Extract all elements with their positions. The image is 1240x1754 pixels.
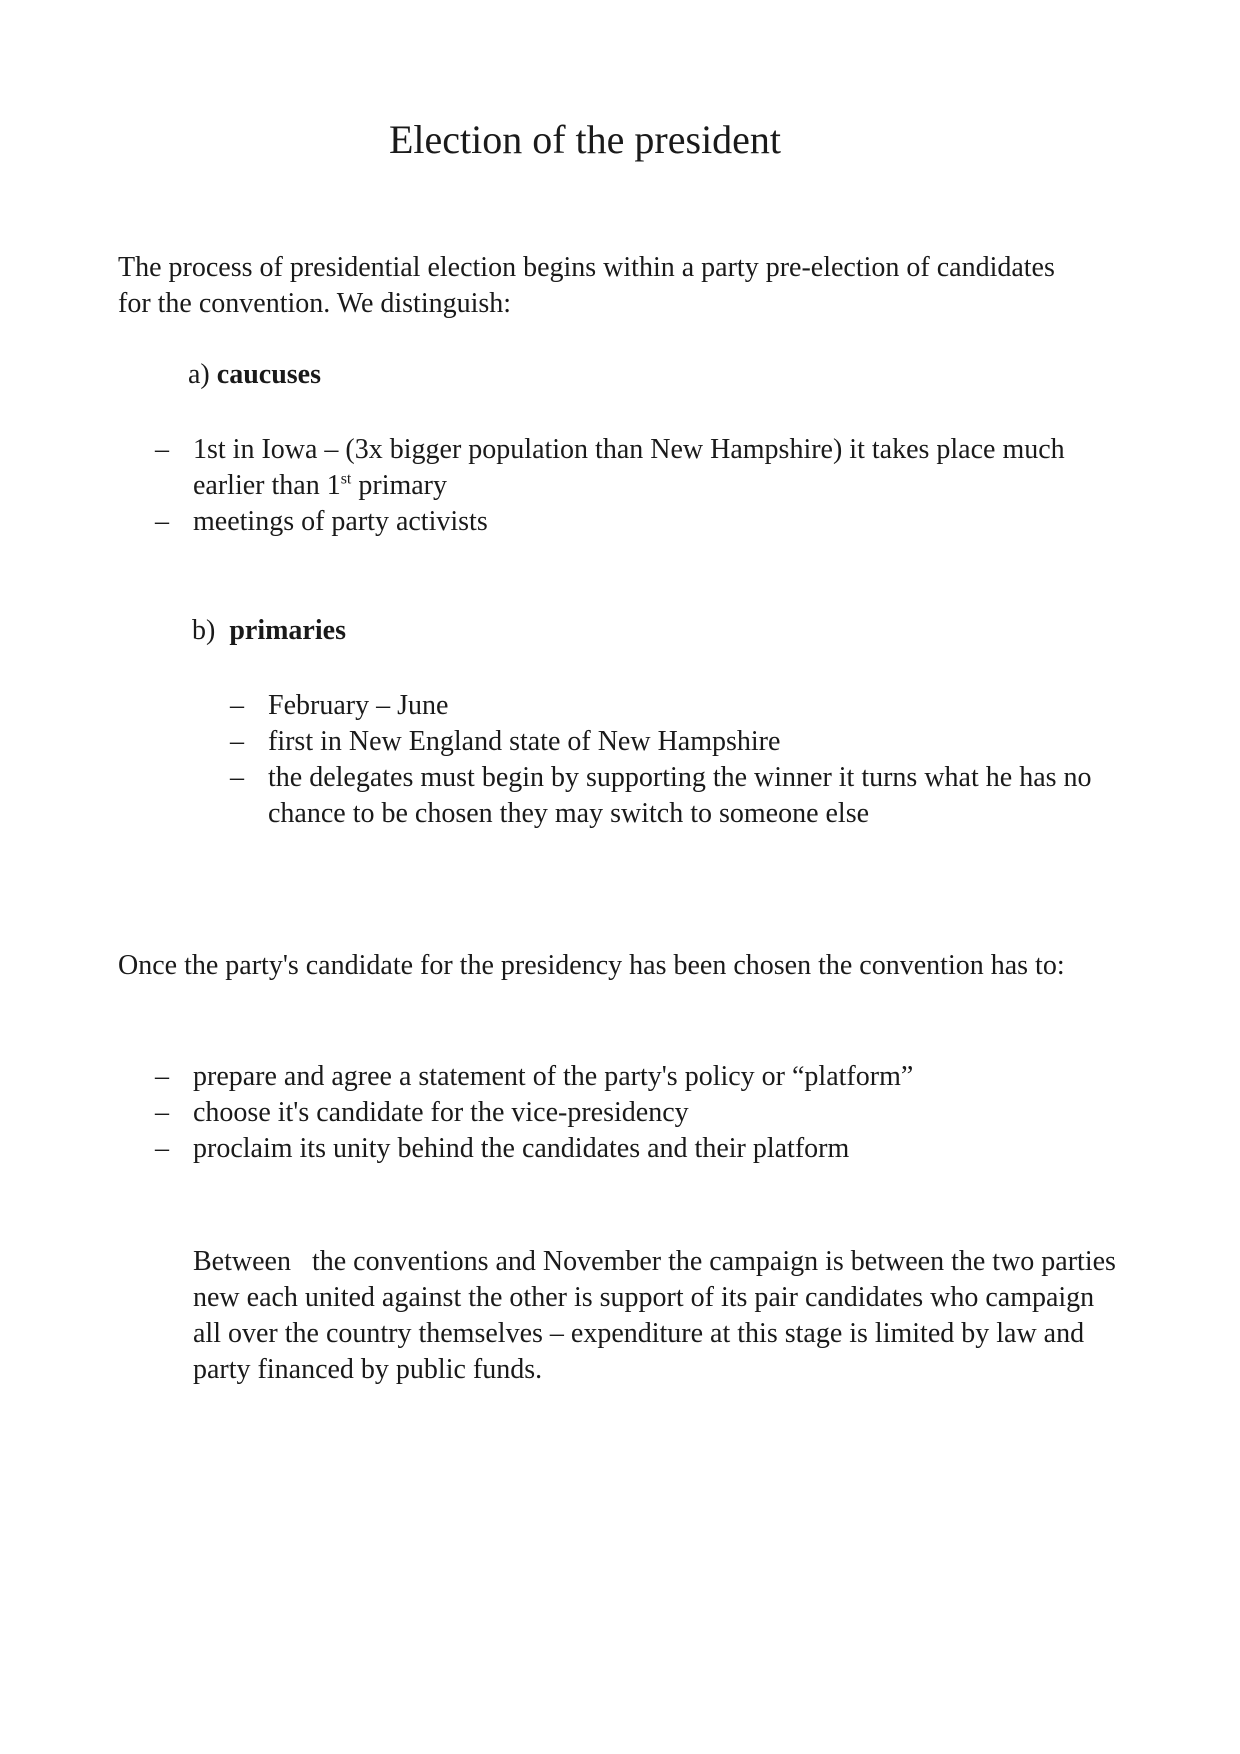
primaries-heading-text: primaries	[229, 615, 346, 646]
convention-list	[155, 1059, 1113, 1167]
dash-bullet: –	[155, 1061, 169, 1092]
dash-bullet: –	[155, 506, 169, 537]
caucus-item-text-end: primary	[351, 470, 448, 501]
list-item	[230, 760, 1118, 832]
convention-paragraph: Once the party's candidate for the presidency has been chosen the convention has to:	[118, 950, 1065, 981]
caucuses-list	[155, 432, 1113, 540]
primaries-prefix: b)	[192, 615, 230, 646]
list-item	[155, 1131, 1113, 1167]
intro-paragraph: The process of presidential election begins within a party pre-election of candidates for the convention. We distinguish:	[118, 252, 1055, 319]
caucus-item-text: 1st in Iowa – (3x bigger population than New Hampshire) it takes place much earlier than 1	[193, 434, 1065, 501]
convention-item-text: prepare and agree a statement of the party's policy or “platform”	[193, 1061, 914, 1092]
dash-bullet: –	[155, 1097, 169, 1128]
primary-item-text: February – June	[268, 690, 449, 721]
list-item	[155, 1059, 1113, 1095]
list-item	[230, 688, 1118, 724]
caucuses-prefix: a)	[188, 359, 217, 390]
caucuses-heading-text: caucuses	[216, 359, 321, 390]
dash-bullet: –	[230, 690, 244, 721]
dash-bullet: –	[230, 726, 244, 757]
primaries-heading	[192, 613, 346, 649]
dash-bullet: –	[155, 1133, 169, 1164]
primary-item-text: first in New England state of New Hampshire	[268, 726, 781, 757]
list-item	[230, 724, 1118, 760]
convention-item-text: proclaim its unity behind the candidates and their platform	[193, 1133, 850, 1164]
convention-item-text: choose it's candidate for the vice-presidency	[193, 1097, 689, 1128]
caucus-item-superscript: st	[340, 470, 352, 488]
dash-bullet: –	[155, 434, 169, 465]
caucuses-heading	[188, 357, 321, 393]
caucus-item-text: meetings of party activists	[193, 506, 488, 537]
list-item	[155, 432, 1113, 504]
primaries-list	[230, 688, 1118, 832]
list-item	[155, 1095, 1113, 1131]
list-item	[155, 504, 1113, 540]
dash-bullet: –	[230, 762, 244, 793]
primary-item-text: the delegates must begin by supporting the winner it turns what he has no chance to be chosen they may switch to someone else	[268, 762, 1092, 829]
closing-paragraph: Between the conventions and November the campaign is between the two parties new each united against the other is support of its pair candidates who campaign all over the country themselves – expenditure at this stage is limited by law and party financed by public funds.	[193, 1246, 1123, 1385]
page-title: Election of the president	[388, 117, 782, 162]
